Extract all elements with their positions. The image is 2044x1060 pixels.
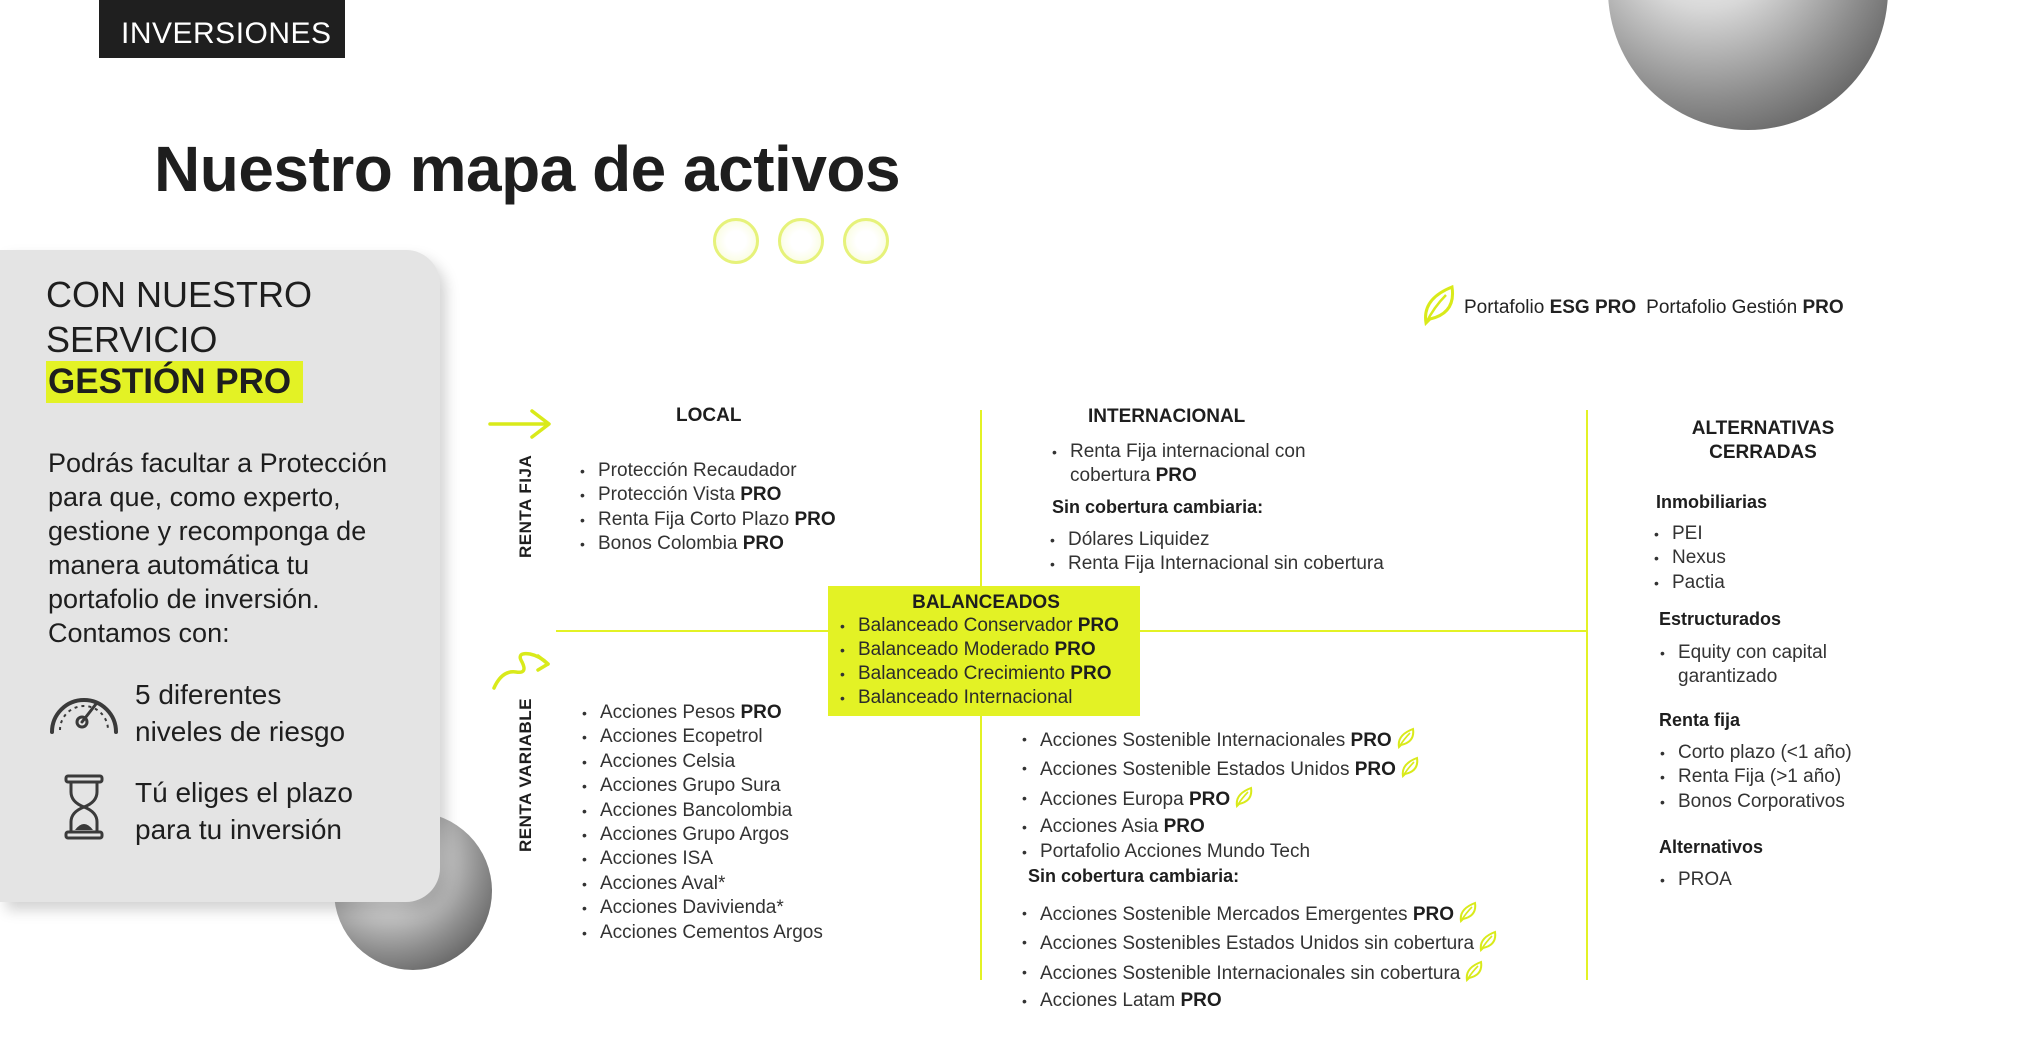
list-item: • Acciones Grupo Sura bbox=[580, 774, 823, 798]
list-item: • Renta Fija Internacional sin cobertura bbox=[1048, 552, 1384, 576]
list-item: • Nexus bbox=[1652, 546, 1726, 570]
card-body-line: portafolio de inversión. bbox=[48, 584, 320, 614]
alt-inmobiliarias-list bbox=[1652, 522, 1726, 595]
decorative-sphere-top bbox=[1608, 0, 1888, 130]
list-item: • PROA bbox=[1658, 868, 1732, 892]
list-item: • Balanceado Crecimiento PRO bbox=[838, 662, 1134, 686]
list-item: • Balanceado Internacional bbox=[838, 686, 1134, 710]
list-item: • Acciones Latam PRO bbox=[1020, 989, 1498, 1013]
list-item: • Acciones Sostenible Internacionales PRO bbox=[1020, 727, 1420, 756]
list-item: • Acciones Davivienda* bbox=[580, 896, 823, 920]
list-item: • Portafolio Acciones Mundo Tech bbox=[1020, 840, 1420, 864]
list-item: • Protección Recaudador bbox=[578, 459, 836, 483]
balanceados-list bbox=[838, 614, 1134, 710]
list-item: • Balanceado Moderado PRO bbox=[838, 638, 1134, 662]
hourglass-icon bbox=[62, 774, 106, 845]
list-item: • Pactia bbox=[1652, 571, 1726, 595]
arrow-right-icon bbox=[488, 408, 554, 445]
feature-risk-levels bbox=[135, 676, 345, 750]
list-item: • Acciones Asia PRO bbox=[1020, 815, 1420, 839]
list-item: • Acciones ISA bbox=[580, 847, 823, 871]
list-item: • Balanceado Conservador PRO bbox=[838, 614, 1134, 638]
row-label-renta-variable: RENTA VARIABLE bbox=[516, 697, 535, 852]
list-item: • Acciones Cementos Argos bbox=[580, 921, 823, 945]
esg-leaf-icon bbox=[1464, 960, 1484, 989]
legend-gestion-bold: PRO bbox=[1802, 297, 1844, 318]
decorative-circle-1 bbox=[713, 218, 759, 264]
balanceados-title: BALANCEADOS bbox=[912, 592, 1060, 613]
balanceados-box bbox=[828, 586, 1140, 716]
card-heading-line1: CON NUESTRO bbox=[46, 274, 313, 315]
local-variable-list bbox=[580, 701, 823, 945]
section-tag: INVERSIONES bbox=[99, 0, 345, 58]
column-header-alternativas bbox=[1680, 417, 1846, 465]
decorative-circle-2 bbox=[778, 218, 824, 264]
list-item: • Corto plazo (<1 año) bbox=[1658, 741, 1852, 765]
list-item: • Acciones Sostenible Mercados Emergentes PRO bbox=[1020, 901, 1498, 930]
column-header-alternativas-line1: ALTERNATIVAS bbox=[1691, 418, 1835, 439]
feature-risk-line1: 5 diferentes bbox=[135, 679, 282, 710]
intl-variable-subhead: Sin cobertura cambiaria: bbox=[1028, 866, 1240, 886]
alt-alternativos-list bbox=[1658, 868, 1732, 892]
intl-fija-subhead: Sin cobertura cambiaria: bbox=[1052, 497, 1264, 517]
list-item: • Acciones Sostenibles Estados Unidos sin cobertura bbox=[1020, 930, 1498, 959]
local-fija-list bbox=[578, 459, 836, 557]
esg-leaf-icon bbox=[1234, 786, 1254, 815]
feature-term-line1: Tú eliges el plazo bbox=[135, 777, 353, 808]
list-item: • Equity con capital garantizado bbox=[1658, 641, 1827, 690]
curly-arrow-icon bbox=[490, 650, 554, 697]
intl-fija-list-sin-cobertura bbox=[1048, 528, 1384, 577]
alt-estructurados-title: Estructurados bbox=[1659, 609, 1782, 629]
card-highlight: GESTIÓN PRO bbox=[46, 361, 303, 403]
list-item: • Acciones Pesos PRO bbox=[580, 701, 823, 725]
intl-variable-list-sin-cobertura bbox=[1020, 901, 1498, 1014]
legend bbox=[1420, 283, 1844, 333]
list-item: • Acciones Bancolombia bbox=[580, 799, 823, 823]
card-body-line: para que, como experto, bbox=[48, 482, 341, 512]
card-body-line: gestione y recomponga de bbox=[48, 516, 367, 546]
card-body-line: manera automática tu bbox=[48, 550, 310, 580]
card-body-line: Podrás facultar a Protección bbox=[48, 448, 388, 478]
esg-leaf-icon bbox=[1458, 901, 1478, 930]
list-item: • Renta Fija (>1 año) bbox=[1658, 765, 1852, 789]
list-item: • Acciones Ecopetrol bbox=[580, 725, 823, 749]
intl-fija-list-cobertura bbox=[1050, 440, 1306, 489]
list-item: • Renta Fija internacional con cobertura PRO bbox=[1050, 440, 1306, 489]
column-header-alternativas-line2: CERRADAS bbox=[1709, 442, 1817, 463]
leaf-icon bbox=[1420, 283, 1456, 333]
list-item: • Renta Fija Corto Plazo PRO bbox=[578, 508, 836, 532]
feature-term bbox=[135, 774, 353, 848]
feature-risk-line2: niveles de riesgo bbox=[135, 716, 346, 747]
legend-esg-bold: ESG PRO bbox=[1549, 297, 1637, 318]
list-item: • Acciones Sostenible Estados Unidos PRO bbox=[1020, 756, 1420, 785]
list-item: • Bonos Corporativos bbox=[1658, 790, 1852, 814]
list-item: • Acciones Europa PRO bbox=[1020, 786, 1420, 815]
divider-intl-alt bbox=[1586, 410, 1588, 980]
list-item: • Acciones Sostenible Internacionales sin cobertura bbox=[1020, 960, 1498, 989]
list-item: • Acciones Celsia bbox=[580, 750, 823, 774]
list-item: • PEI bbox=[1652, 522, 1726, 546]
row-label-renta-fija: RENTA FIJA bbox=[516, 454, 535, 558]
card-heading-line2: SERVICIO bbox=[46, 319, 218, 360]
card-body-line: Contamos con: bbox=[48, 618, 230, 648]
list-item: • Dólares Liquidez bbox=[1048, 528, 1384, 552]
alt-alternativos-title: Alternativos bbox=[1659, 837, 1764, 857]
list-item: • Bonos Colombia PRO bbox=[578, 532, 836, 556]
column-header-local: LOCAL bbox=[676, 405, 742, 426]
alt-renta-fija-title: Renta fija bbox=[1659, 710, 1741, 730]
esg-leaf-icon bbox=[1478, 930, 1498, 959]
alt-estructurados-list bbox=[1658, 641, 1827, 690]
alt-renta-fija-list bbox=[1658, 741, 1852, 814]
list-item: • Acciones Grupo Argos bbox=[580, 823, 823, 847]
list-item: • Protección Vista PRO bbox=[578, 483, 836, 507]
legend-gestion-prefix: Portafolio Gestión bbox=[1646, 297, 1798, 318]
card-body bbox=[48, 446, 418, 650]
decorative-circle-3 bbox=[843, 218, 889, 264]
feature-term-line2: para tu inversión bbox=[135, 814, 343, 845]
card-heading bbox=[46, 272, 312, 362]
intl-variable-list bbox=[1020, 727, 1420, 864]
list-item: • Acciones Aval* bbox=[580, 872, 823, 896]
esg-leaf-icon bbox=[1396, 727, 1416, 756]
alt-inmobiliarias-title: Inmobiliarias bbox=[1656, 492, 1768, 512]
legend-esg-prefix: Portafolio bbox=[1464, 297, 1545, 318]
speedometer-icon bbox=[46, 678, 122, 745]
esg-leaf-icon bbox=[1400, 756, 1420, 785]
page-title: Nuestro mapa de activos bbox=[154, 133, 901, 205]
column-header-internacional: INTERNACIONAL bbox=[1088, 406, 1246, 427]
